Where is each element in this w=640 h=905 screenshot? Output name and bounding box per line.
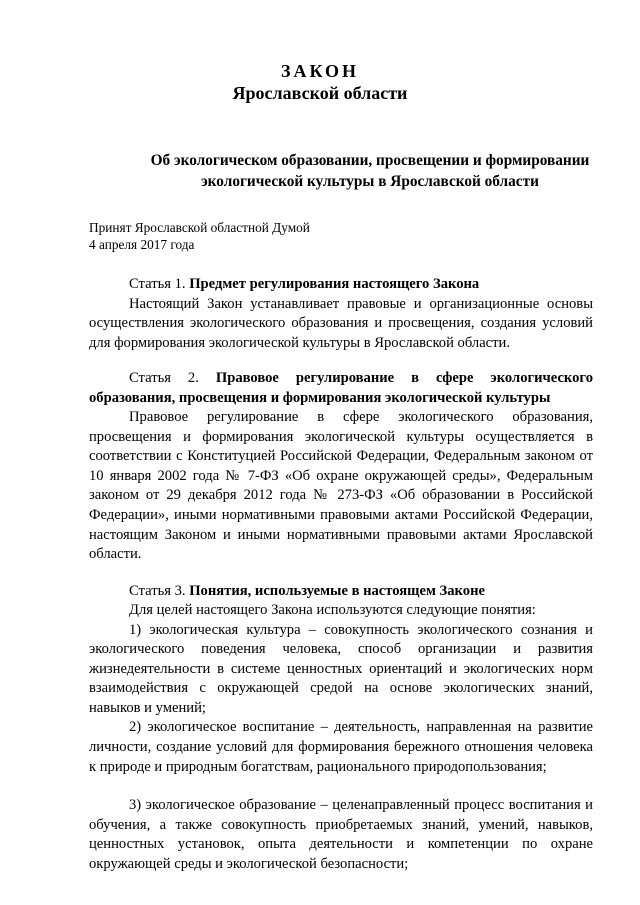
paragraph: Для целей настоящего Закона используются следующие понятия: [129, 602, 536, 619]
article-heading [89, 582, 593, 602]
article-label: Статья 1. [129, 276, 186, 292]
article-2 [89, 369, 593, 564]
law-name: Об экологическом образовании, просвещении и формировании экологической культуры в Ярославской области [150, 152, 590, 190]
law-title: ЗАКОН [280, 61, 360, 81]
document-body [89, 275, 593, 874]
paragraph: Правовое регулирование в сфере экологического образования, просвещения и формирования экологической культуры осуществляется в соответствии с Конституцией Российской Федерации, Федеральным законом от 10 января 2002 года № 7-ФЗ «Об охране окружающей среды», Федеральным законом от 29 декабря 2012 года № 273-ФЗ «Об образовании в Российской Федерации», иными нормативными правовыми актами Российской Федерации, настоящим Законом и иными нормативными правовыми актами Ярославской области. [89, 409, 593, 563]
article-label: Статья 3. [129, 582, 186, 599]
article-title: Правовое регулирование в сфере экологического образования, просвещения и формирования экологической культуры [89, 370, 593, 406]
article-3 [89, 582, 593, 875]
adoption-note [89, 219, 489, 253]
adoption-date: 4 апреля 2017 года [89, 237, 195, 252]
definition-item: 3) экологическое образование – целенаправленный процесс воспитания и обучения, а также совокупность приобретаемых знаний, умений, навыков, ценностных установок, опыта деятельности и компетенции по охране окружающей среды и экологической безопасности; [89, 797, 593, 872]
article-1 [89, 275, 593, 353]
definition-item: 2) экологическое воспитание – деятельность, направленная на развитие личности, создание условий для формирования бережного отношения человека к природе и природным богатствам, рационального природопользования; [89, 719, 593, 775]
article-heading [89, 369, 593, 408]
article-label: Статья 2. [129, 370, 199, 387]
paragraph: Настоящий Закон устанавливает правовые и организационные основы осуществления экологического образования и просвещения, создания условий для формирования экологической культуры в Ярославской области. [89, 295, 593, 351]
law-region: Ярославской области [232, 83, 408, 103]
article-title: Предмет регулирования настоящего Закона [189, 276, 480, 292]
definition-item: 1) экологическая культура – совокупность экологического сознания и экологического поведения человека, способ организации и развития жизнедеятельности в системе ценностных ориентаций и экологических норм взаимодействия с окружающей средой на основе экологических знаний, навыков и умений; [89, 621, 593, 716]
article-title: Понятия, используемые в настоящем Законе [189, 582, 485, 599]
article-heading [89, 275, 593, 295]
adoption-body: Принят Ярославской областной Думой [89, 220, 310, 235]
